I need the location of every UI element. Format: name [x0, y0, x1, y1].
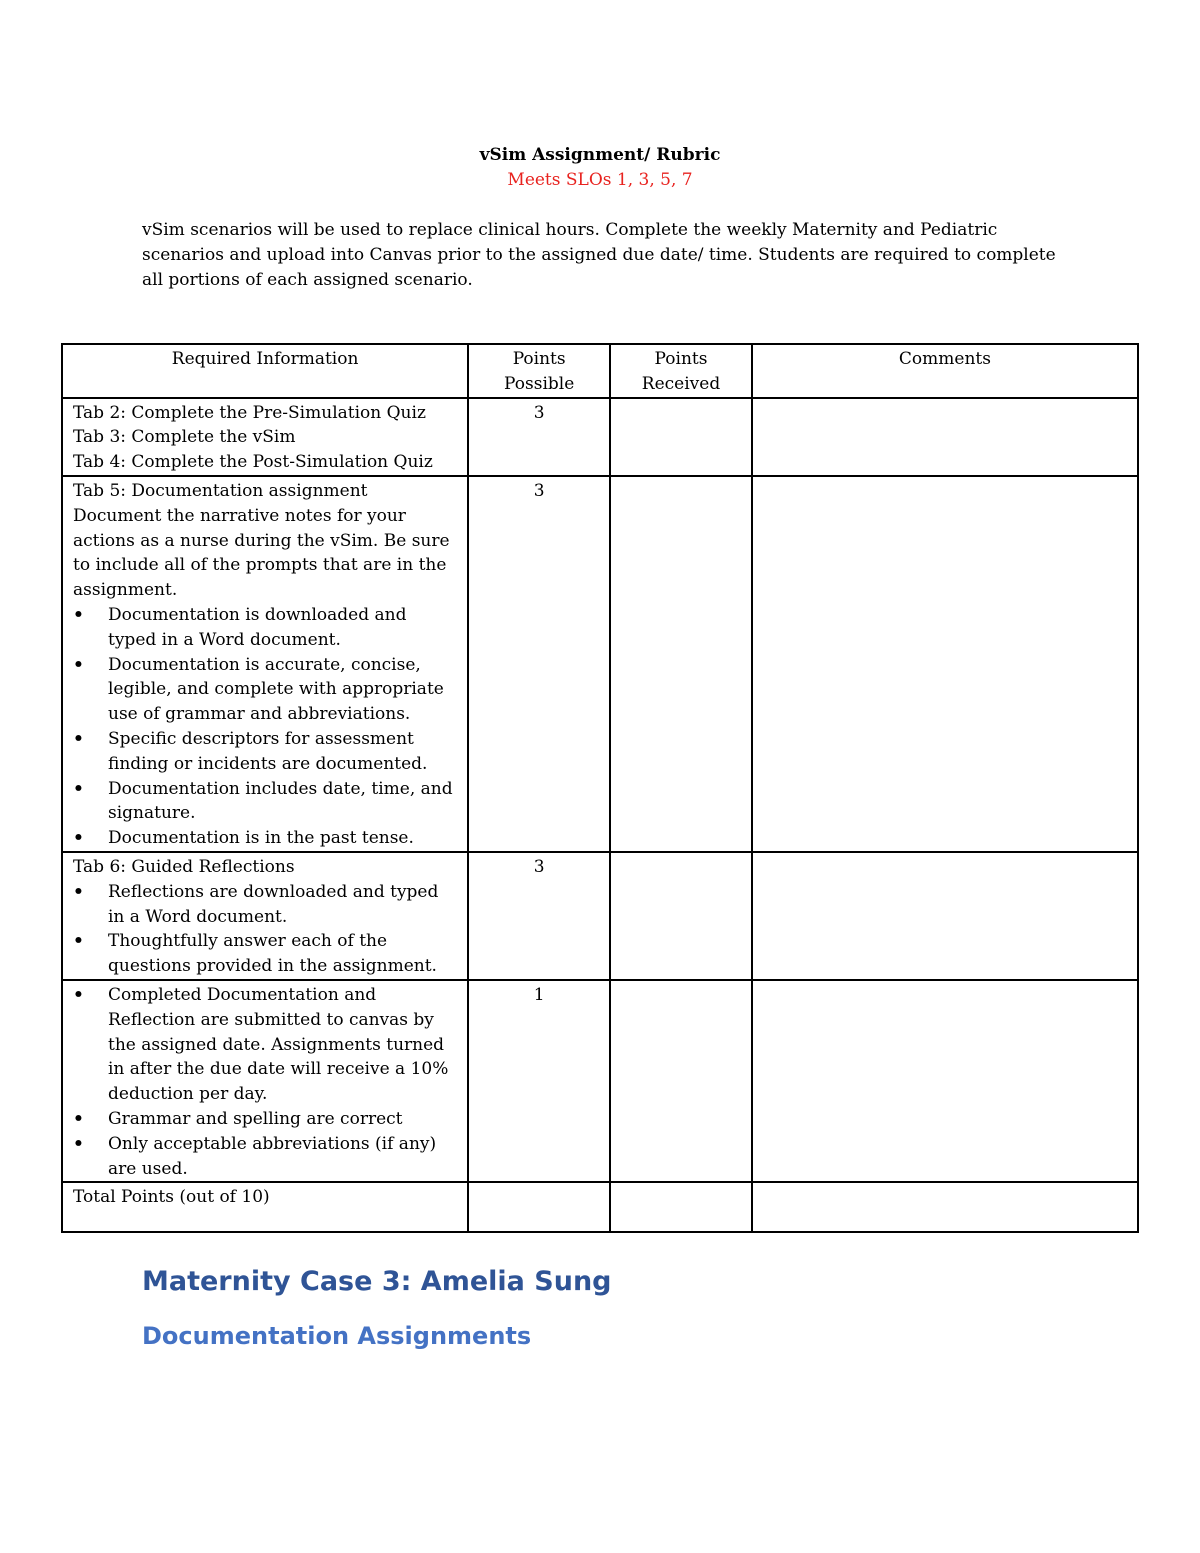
total-comments-cell[interactable] [752, 1182, 1138, 1232]
document-subtitle: Meets SLOs 1, 3, 5, 7 [507, 170, 693, 190]
row-heading: Tab 5: Documentation assignment [73, 480, 368, 501]
case-heading: Maternity Case 3: Amelia Sung [142, 1266, 612, 1297]
comments-cell[interactable] [752, 398, 1138, 476]
total-label-cell: Total Points (out of 10) [62, 1182, 468, 1232]
table-header-row [62, 344, 1138, 398]
list-item: • Documentation is downloaded and typed in a Word document. [73, 603, 457, 653]
list-item: • Grammar and spelling are correct [73, 1107, 457, 1132]
list-item: • Reflections are downloaded and typed in a Word document. [73, 880, 457, 930]
points-received-cell[interactable] [610, 852, 752, 980]
points-received-cell[interactable] [610, 398, 752, 476]
header-points-received: Points Received [610, 344, 752, 398]
bullet-list [73, 603, 457, 851]
comments-cell[interactable] [752, 476, 1138, 852]
required-cell [62, 398, 468, 476]
points-possible-cell: 3 [468, 852, 610, 980]
list-item: • Only acceptable abbreviations (if any) are used. [73, 1132, 457, 1182]
list-item: • Completed Documentation and Reflection are submitted to canvas by the assigned date. Assignments turned in after the due date will receive a 10% deduction per day. [73, 983, 457, 1107]
comments-cell[interactable] [752, 980, 1138, 1182]
total-row [62, 1182, 1138, 1232]
rubric-table [61, 343, 1139, 1233]
row-line: Tab 3: Complete the vSim [73, 427, 296, 448]
header-required-information: Required Information [62, 344, 468, 398]
points-possible-cell: 1 [468, 980, 610, 1182]
list-item: • Documentation is accurate, concise, legible, and complete with appropriate use of grammar and abbreviations. [73, 653, 457, 727]
header-comments: Comments [752, 344, 1138, 398]
comments-cell[interactable] [752, 852, 1138, 980]
row-line: Tab 2: Complete the Pre-Simulation Quiz [73, 402, 426, 423]
points-received-cell[interactable] [610, 476, 752, 852]
list-item: • Specific descriptors for assessment finding or incidents are documented. [73, 727, 457, 777]
points-received-cell[interactable] [610, 980, 752, 1182]
intro-paragraph: vSim scenarios will be used to replace clinical hours. Complete the weekly Maternity and Pediatric scenarios and upload into Canvas prior to the assigned due date/ time. Students are required to complete all portions of each assigned scenario. [142, 220, 1056, 290]
total-possible-cell[interactable] [468, 1182, 610, 1232]
table-row [62, 398, 1138, 476]
points-possible-cell: 3 [468, 476, 610, 852]
documentation-heading: Documentation Assignments [142, 1322, 532, 1350]
header-points-possible: Points Possible [468, 344, 610, 398]
total-received-cell[interactable] [610, 1182, 752, 1232]
table-row [62, 852, 1138, 980]
list-item: • Documentation includes date, time, and signature. [73, 777, 457, 827]
bullet-list [73, 983, 457, 1181]
row-line: Tab 4: Complete the Post-Simulation Quiz [73, 452, 433, 473]
required-cell [62, 852, 468, 980]
required-cell [62, 980, 468, 1182]
points-possible-cell: 3 [468, 398, 610, 476]
table-row [62, 476, 1138, 852]
row-description: Document the narrative notes for your actions as a nurse during the vSim. Be sure to include all of the prompts that are in the assignment. [73, 505, 450, 601]
bullet-list [73, 880, 457, 979]
list-item: • Thoughtfully answer each of the questions provided in the assignment. [73, 929, 457, 979]
row-heading: Tab 6: Guided Reflections [73, 856, 295, 877]
list-item: • Documentation is in the past tense. [73, 826, 457, 851]
document-title: vSim Assignment/ Rubric [479, 145, 721, 165]
table-row [62, 980, 1138, 1182]
required-cell [62, 476, 468, 852]
